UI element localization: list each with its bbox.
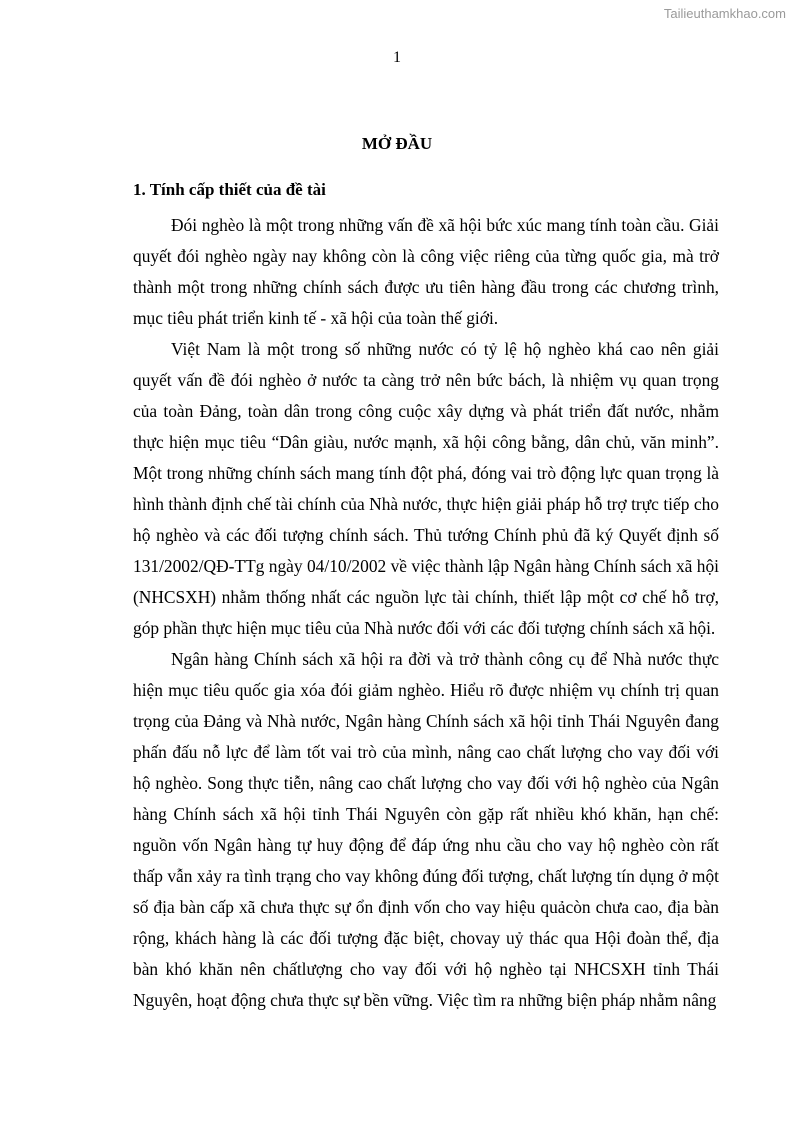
- section-title: 1. Tính cấp thiết của đề tài: [133, 180, 326, 199]
- watermark-text: Tailieuthamkhao.com: [663, 6, 786, 21]
- body-text: [133, 210, 719, 1016]
- chapter-heading: MỞ ĐẦU: [361, 134, 433, 153]
- paragraph: Ngân hàng Chính sách xã hội ra đời và trở thành công cụ để Nhà nước thực hiện mục tiêu quốc gia xóa đói giảm nghèo. Hiểu rõ được nhiệm vụ chính trị quan trọng của Đảng và Nhà nước, Ngân hàng Chính sách xã hội tỉnh Thái Nguyên đang phấn đấu nỗ lực để làm tốt vai trò của mình, nâng cao chất lượng cho vay đối với hộ nghèo. Song thực tiễn, nâng cao chất lượng cho vay đối với hộ nghèo của Ngân hàng Chính sách xã hội tỉnh Thái Nguyên còn gặp rất nhiều khó khăn, hạn chế: nguồn vốn Ngân hàng tự huy động để đáp ứng nhu cầu cho vay hộ nghèo còn rất thấp vẫn xảy ra tình trạng cho vay không đúng đối tượng, chất lượng tín dụng ở một số địa bàn cấp xã chưa thực sự ổn định vốn cho vay hiệu quảcòn chưa cao, địa bàn rộng, khách hàng là các đối tượng đặc biệt, chovay uỷ thác qua Hội đoàn thể, địa bàn khó khăn nên chấtlượng cho vay đối với hộ nghèo tại NHCSXH tỉnh Thái Nguyên, hoạt động chưa thực sự bền vững. Việc tìm ra những biện pháp nhằm nâng: [133, 649, 719, 1010]
- paragraph: Việt Nam là một trong số những nước có tỷ lệ hộ nghèo khá cao nên giải quyết vấn đề đói nghèo ở nước ta càng trở nên bức bách, là nhiệm vụ quan trọng của toàn Đảng, toàn dân trong công cuộc xây dựng và phát triển đất nước, nhằm thực hiện mục tiêu “Dân giàu, nước mạnh, xã hội công bằng, dân chủ, văn minh”. Một trong những chính sách mang tính đột phá, đóng vai trò động lực quan trọng là hình thành định chế tài chính của Nhà nước, thực hiện giải pháp hỗ trợ trực tiếp cho hộ nghèo và các đối tượng chính sách. Thủ tướng Chính phủ đã ký Quyết định số 131/2002/QĐ-TTg ngày 04/10/2002 về việc thành lập Ngân hàng Chính sách xã hội (NHCSXH) nhằm thống nhất các nguồn lực tài chính, thiết lập một cơ chế hỗ trợ, góp phần thực hiện mục tiêu của Nhà nước đối với các đối tượng chính sách xã hội.: [133, 339, 719, 638]
- paragraph: Đói nghèo là một trong những vấn đề xã hội bức xúc mang tính toàn cầu. Giải quyết đói nghèo ngày nay không còn là công việc riêng của từng quốc gia, mà trở thành một trong những chính sách được ưu tiên hàng đầu trong các chương trình, mục tiêu phát triển kinh tế - xã hội của toàn thế giới.: [133, 215, 719, 328]
- page-number: 1: [393, 49, 401, 66]
